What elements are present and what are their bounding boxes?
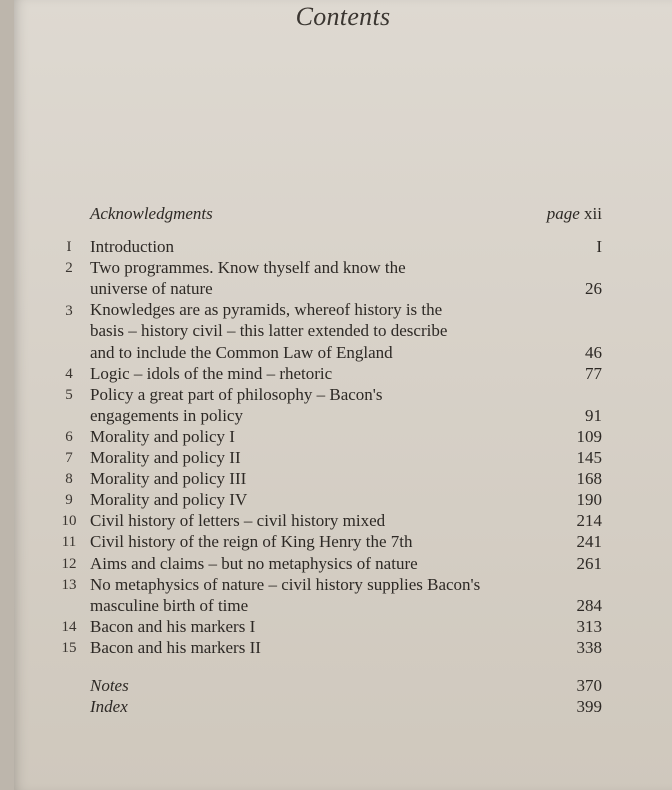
toc-line bbox=[14, 406, 672, 427]
chapter-number: 6 bbox=[65, 428, 73, 445]
chapter-number: 7 bbox=[65, 450, 73, 466]
toc-line bbox=[14, 321, 672, 342]
toc-line bbox=[14, 343, 672, 364]
chapter-number: 14 bbox=[61, 618, 77, 635]
chapter-title-line: basis – history civil – this latter extended to describe bbox=[90, 321, 448, 341]
chapter-page: 46 bbox=[585, 342, 602, 362]
chapter-number: 15 bbox=[61, 639, 77, 656]
chapter-title-line: universe of nature bbox=[90, 279, 213, 299]
chapter-page: 168 bbox=[576, 469, 602, 489]
chapter-page: 77 bbox=[585, 363, 602, 383]
chapter-title-line: Civil history of letters – civil history mixed bbox=[90, 511, 386, 531]
chapter-title-line: Morality and policy IV bbox=[90, 490, 248, 510]
chapter-page: 313 bbox=[576, 616, 602, 636]
chapter-page: 109 bbox=[576, 426, 602, 446]
chapter-number: 13 bbox=[61, 576, 77, 593]
toc-line bbox=[14, 427, 672, 448]
toc-line bbox=[14, 258, 672, 279]
chapter-number: 3 bbox=[65, 303, 73, 320]
chapter-title-line: Bacon and his markers II bbox=[90, 637, 261, 657]
chapter-title-line: No metaphysics of nature – civil history supplies Bacon's bbox=[90, 574, 481, 594]
toc-line bbox=[14, 469, 672, 490]
toc-line bbox=[14, 532, 672, 553]
chapter-title-line: engagements in policy bbox=[90, 405, 243, 425]
chapter-title-line: Two programmes. Know thyself and know the bbox=[90, 258, 406, 278]
toc-entry-page: 370 bbox=[576, 676, 602, 695]
chapter-number: 5 bbox=[65, 386, 73, 403]
chapter-title-line: Knowledges are as pyramids, whereof history is the bbox=[90, 300, 443, 320]
chapter-title-line: Civil history of the reign of King Henry the 7th bbox=[90, 532, 413, 552]
chapter-title-line: Bacon and his markers I bbox=[90, 616, 256, 636]
chapter-page: 338 bbox=[576, 637, 602, 657]
chapter-page: 190 bbox=[576, 490, 602, 510]
page-number: xii bbox=[584, 204, 602, 223]
toc-entry-title: Acknowledgments bbox=[90, 204, 213, 223]
toc-back-matter-notes bbox=[14, 676, 672, 697]
chapter-page: 261 bbox=[576, 553, 602, 573]
chapter-page: 145 bbox=[576, 448, 602, 467]
chapter-page: 26 bbox=[585, 279, 602, 299]
toc-line bbox=[14, 511, 672, 532]
toc-line bbox=[14, 638, 672, 659]
chapter-title-line: Morality and policy III bbox=[90, 469, 247, 489]
chapter-number: I bbox=[66, 239, 72, 255]
chapter-number: 10 bbox=[61, 513, 77, 530]
chapter-page: I bbox=[596, 237, 602, 256]
chapter-number: 8 bbox=[65, 471, 73, 488]
chapter-title-line: masculine birth of time bbox=[90, 595, 249, 615]
page-title: Contents bbox=[295, 2, 391, 31]
chapter-title-line: Introduction bbox=[90, 237, 175, 256]
toc-line bbox=[14, 385, 672, 406]
chapter-title-line: Morality and policy II bbox=[90, 448, 241, 467]
toc-line bbox=[14, 490, 672, 511]
book-page bbox=[14, 0, 672, 790]
page-prefix: page bbox=[546, 204, 580, 223]
toc-line bbox=[14, 279, 672, 300]
toc-entry-title: Index bbox=[90, 697, 128, 716]
chapter-number: 11 bbox=[61, 534, 77, 551]
chapter-page: 241 bbox=[576, 532, 602, 552]
chapter-title-line: Aims and claims – but no metaphysics of nature bbox=[90, 553, 418, 573]
toc-line bbox=[14, 364, 672, 385]
chapter-title-line: Policy a great part of philosophy – Bacon's bbox=[90, 384, 383, 404]
toc-line bbox=[14, 300, 672, 321]
chapter-number: 4 bbox=[65, 365, 73, 382]
toc-back-matter-index bbox=[14, 697, 672, 718]
chapter-page: 284 bbox=[576, 595, 602, 615]
toc-entry-title: Notes bbox=[90, 676, 129, 695]
toc-line bbox=[14, 237, 672, 258]
toc-line bbox=[14, 448, 672, 469]
toc-entry-page: 399 bbox=[576, 697, 602, 716]
toc-line bbox=[14, 596, 672, 617]
chapter-number: 9 bbox=[65, 492, 73, 509]
chapter-number: 2 bbox=[65, 260, 73, 277]
toc-list bbox=[14, 0, 672, 790]
toc-line bbox=[14, 554, 672, 575]
chapter-title-line: Logic – idols of the mind – rhetoric bbox=[90, 363, 333, 383]
chapter-page: 91 bbox=[585, 405, 602, 425]
chapter-title-line: Morality and policy I bbox=[90, 426, 235, 446]
toc-line bbox=[14, 617, 672, 638]
chapter-page: 214 bbox=[576, 511, 602, 531]
toc-line bbox=[14, 575, 672, 596]
chapter-number: 12 bbox=[61, 555, 77, 572]
chapter-title-line: and to include the Common Law of England bbox=[90, 342, 393, 362]
